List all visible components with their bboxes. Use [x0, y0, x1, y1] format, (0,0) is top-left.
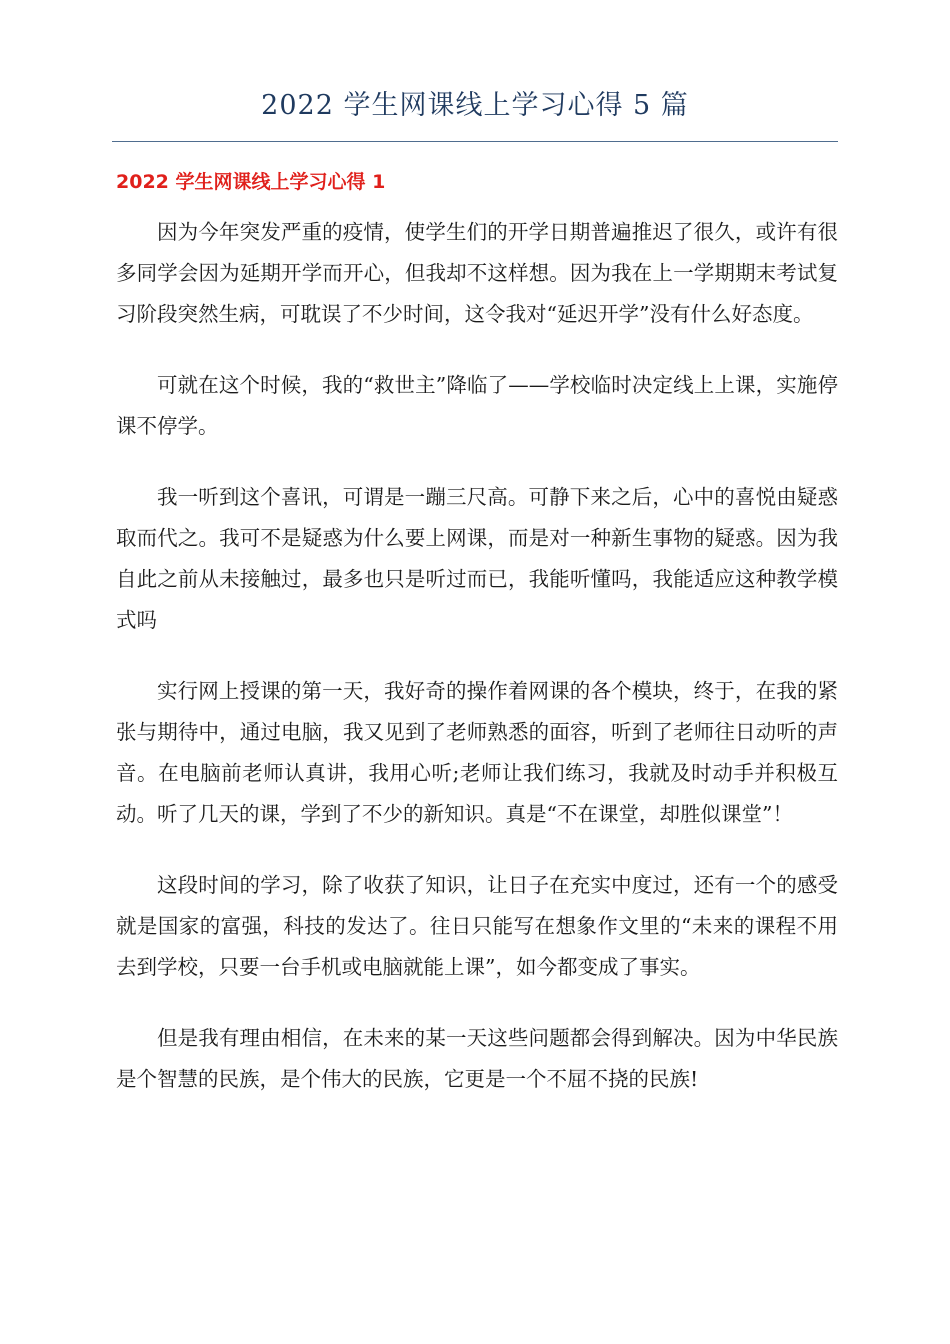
paragraph-6: 但是我有理由相信，在未来的某一天这些问题都会得到解决。因为中华民族是个智慧的民族，是个伟大的民族，它更是一个不屈不挠的民族! — [116, 1026, 838, 1091]
paragraph-4: 实行网上授课的第一天，我好奇的操作着网课的各个模块，终于，在我的紧张与期待中，通过电脑，我又见到了老师熟悉的面容，听到了老师往日动听的声音。在电脑前老师认真讲，我用心听;老师让我们练习，我就及时动手并积极互动。听了几天的课，学到了不少的新知识。真是“不在课堂，却胜似课堂”！ — [116, 679, 838, 826]
document-body — [116, 212, 838, 1130]
paragraph-3: 我一听到这个喜讯，可谓是一蹦三尺高。可静下来之后，心中的喜悦由疑惑取而代之。我可不是疑惑为什么要上网课，而是对一种新生事物的疑惑。因为我自此之前从未接触过，最多也只是听过而已，我能听懂吗，我能适应这种教学模式吗 — [116, 485, 838, 632]
section-heading: 2022 学生网课线上学习心得 1 — [116, 171, 386, 193]
title-divider — [112, 141, 838, 142]
paragraph-1: 因为今年突发严重的疫情，使学生们的开学日期普遍推迟了很久，或许有很多同学会因为延期开学而开心，但我却不这样想。因为我在上一学期期末考试复习阶段突然生病，可耽误了不少时间，这令我对“延迟开学”没有什么好态度。 — [116, 220, 838, 326]
paragraph-5: 这段时间的学习，除了收获了知识，让日子在充实中度过，还有一个的感受就是国家的富强，科技的发达了。往日只能写在想象作文里的“未来的课程不用去到学校，只要一台手机或电脑就能上课”，如今都变成了事实。 — [116, 873, 838, 979]
document-title: 2022 学生网课线上学习心得 5 篇 — [261, 90, 689, 121]
paragraph-2: 可就在这个时候，我的“救世主”降临了——学校临时决定线上上课，实施停课不停学。 — [116, 373, 838, 438]
